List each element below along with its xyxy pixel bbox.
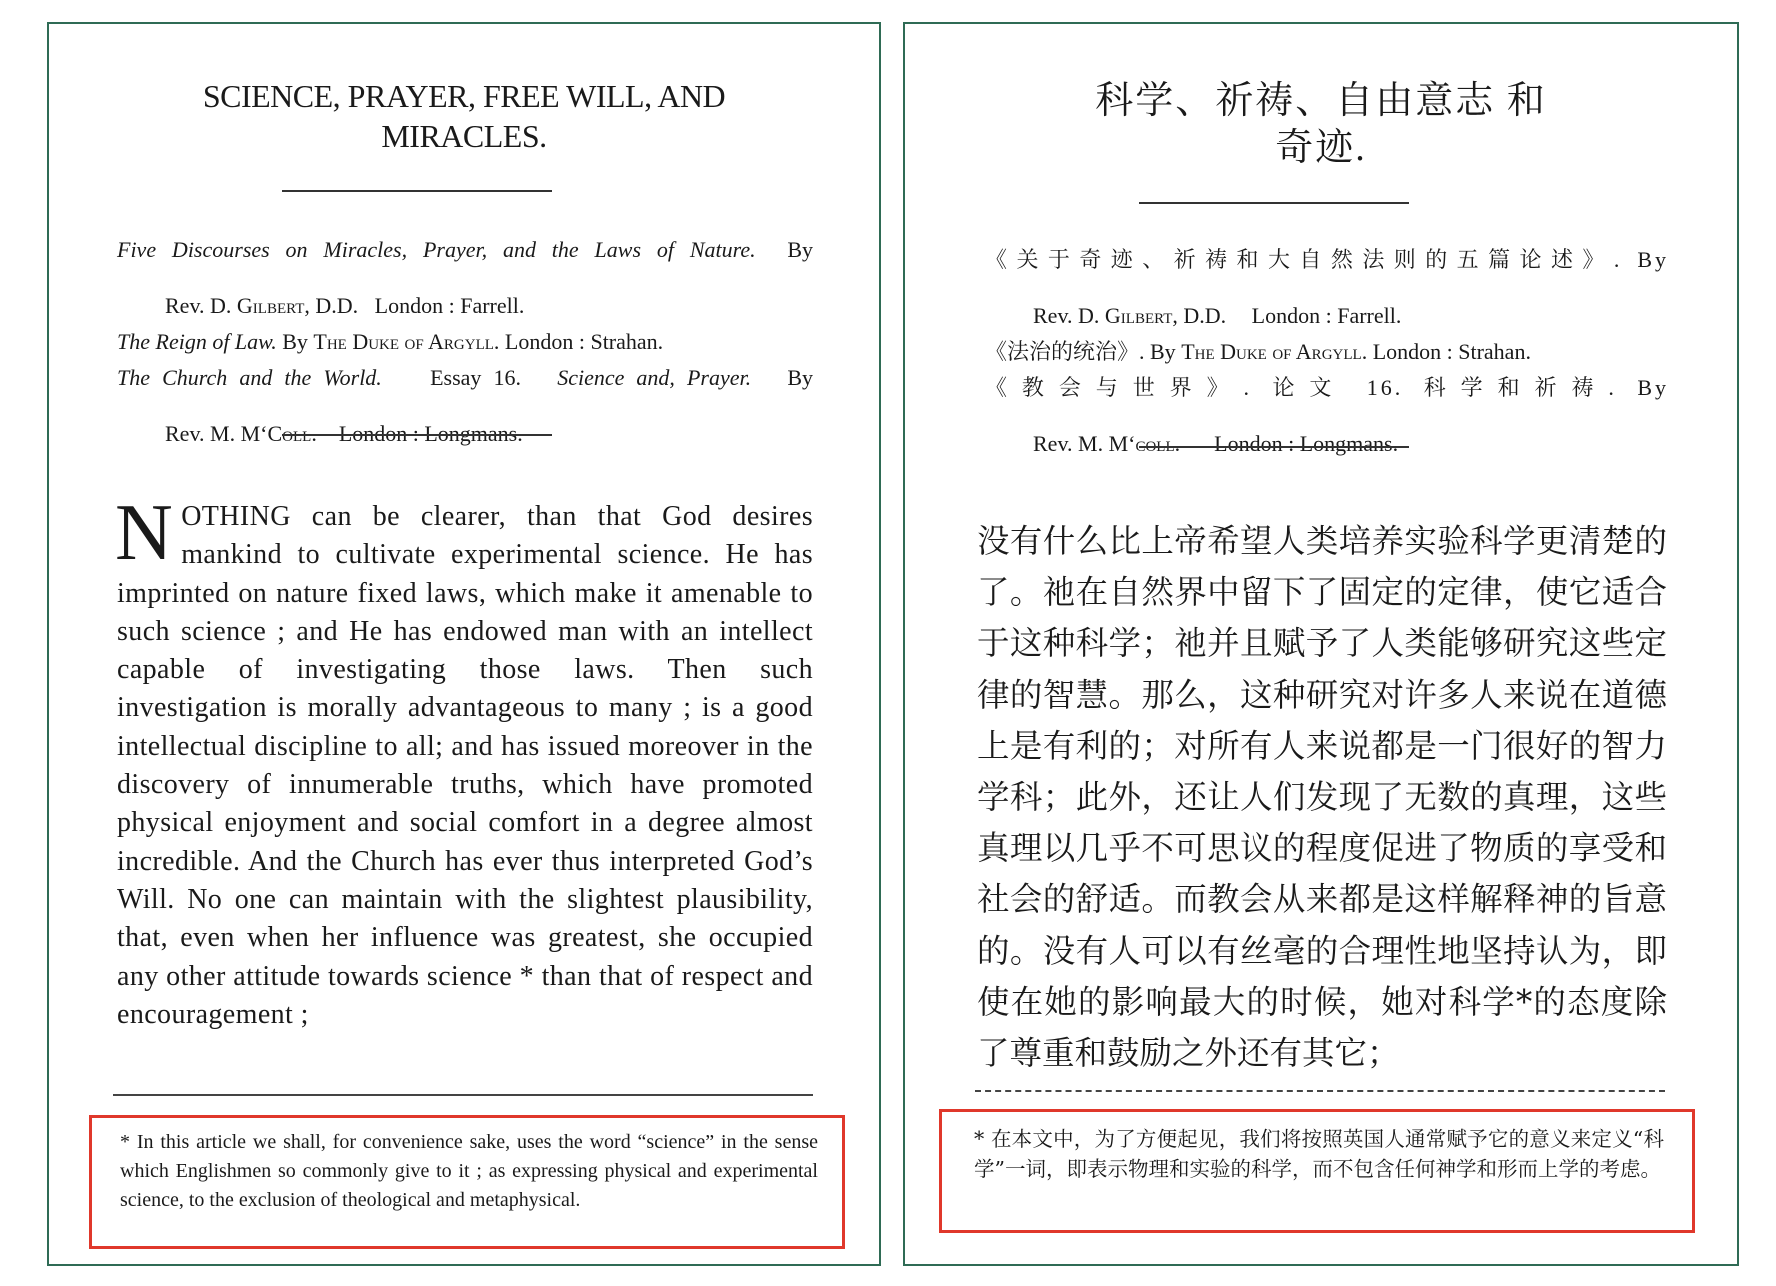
- page-title: [905, 78, 1737, 172]
- reference-item: 《法治的统治》. By The Duke of Argyll. London : Strahan.: [985, 339, 1531, 364]
- body-paragraph: NOTHING can be clearer, than that God desires mankind to cultivate experimental science. He has imprinted on nature fixed laws, which make it amenable to such science ; and He has endowed man with an intellect capable of investigating those laws. Then such investigation is morally advantageous to many ; is a good intellectual discipline to all; and has issued moreover in the discovery of innumerable truths, which have promoted physical enjoyment and social comfort in a degree almost incredible. And the Church has ever thus interpreted God’s Will. No one can maintain with the slightest plausibility, that, even when her influence was greatest, she occupied any other attitude towards science * than that of respect and encouragement ;: [115, 489, 814, 1030]
- title-divider: [282, 190, 552, 192]
- page-title-line-2: 奇迹.: [1275, 127, 1367, 169]
- reference-item: 《关于奇迹、祈祷和大自然法则的五篇论述》. By Rev. D. Gilbert, D.D. London : Farrell.: [985, 247, 1669, 328]
- reference-list: [985, 246, 1669, 466]
- footnote-divider: [113, 1094, 813, 1096]
- drop-cap: N: [115, 489, 174, 577]
- body-paragraph: 没有什么比上帝希望人类培养实验科学更清楚的了。祂在自然界中留下了固定的定律，使它适合于这种科学；祂并且赋予了人类能够研究这些定律的智慧。那么，这种研究对许多人来说在道德上是有利的；对所有人来说都是一门很好的智力学科；此外，还让人们发现了无数的真理，这些真理以几乎不可思议的程度促进了物质的享受和社会的舒适。而教会从来都是这样解释神的旨意的。没有人可以有丝毫的合理性地坚持认为，即使在她的影响最大的时候，她对科学*的态度除了尊重和鼓励之外还有其它；: [977, 522, 1667, 1073]
- reference-item: 《教会与世界》. 论文 16. 科学和祈祷. By Rev. M. M‘coll. London : Longmans.: [985, 375, 1669, 456]
- reference-item: The Church and the World. Essay 16. Science and, Prayer. By Rev. M. M‘Coll. London : Longmans.: [117, 365, 814, 446]
- reference-item: The Reign of Law. By The Duke of Argyll. London : Strahan.: [117, 329, 664, 354]
- chinese-page: [903, 22, 1739, 1266]
- page-title-line-1: 科学、祈祷、自由意志 和: [1095, 80, 1547, 122]
- references-divider: [282, 434, 552, 436]
- reference-item: Five Discourses on Miracles, Prayer, and the Laws of Nature. By Rev. D. Gilbert, D.D. London : Farrell.: [117, 237, 814, 318]
- reference-list: [117, 236, 813, 456]
- footnote-box: * In this article we shall, for convenience sake, uses the word “science” in the sense which Englishmen so commonly give to it ; as expressing physical and experimental science, to the exclusion of theological and metaphysical.: [89, 1115, 845, 1249]
- references-divider: [1139, 446, 1409, 448]
- title-divider: [1139, 202, 1409, 204]
- page-title: SCIENCE, PRAYER, FREE WILL, AND MIRACLES.: [202, 78, 726, 154]
- footnote-divider: [975, 1090, 1665, 1092]
- english-page: [47, 22, 881, 1266]
- footnote-box: * 在本文中，为了方便起见，我们将按照英国人通常赋予它的意义来定义“科学”一词，即表示物理和实验的科学，而不包含任何神学和形而上学的考虑。: [939, 1109, 1695, 1233]
